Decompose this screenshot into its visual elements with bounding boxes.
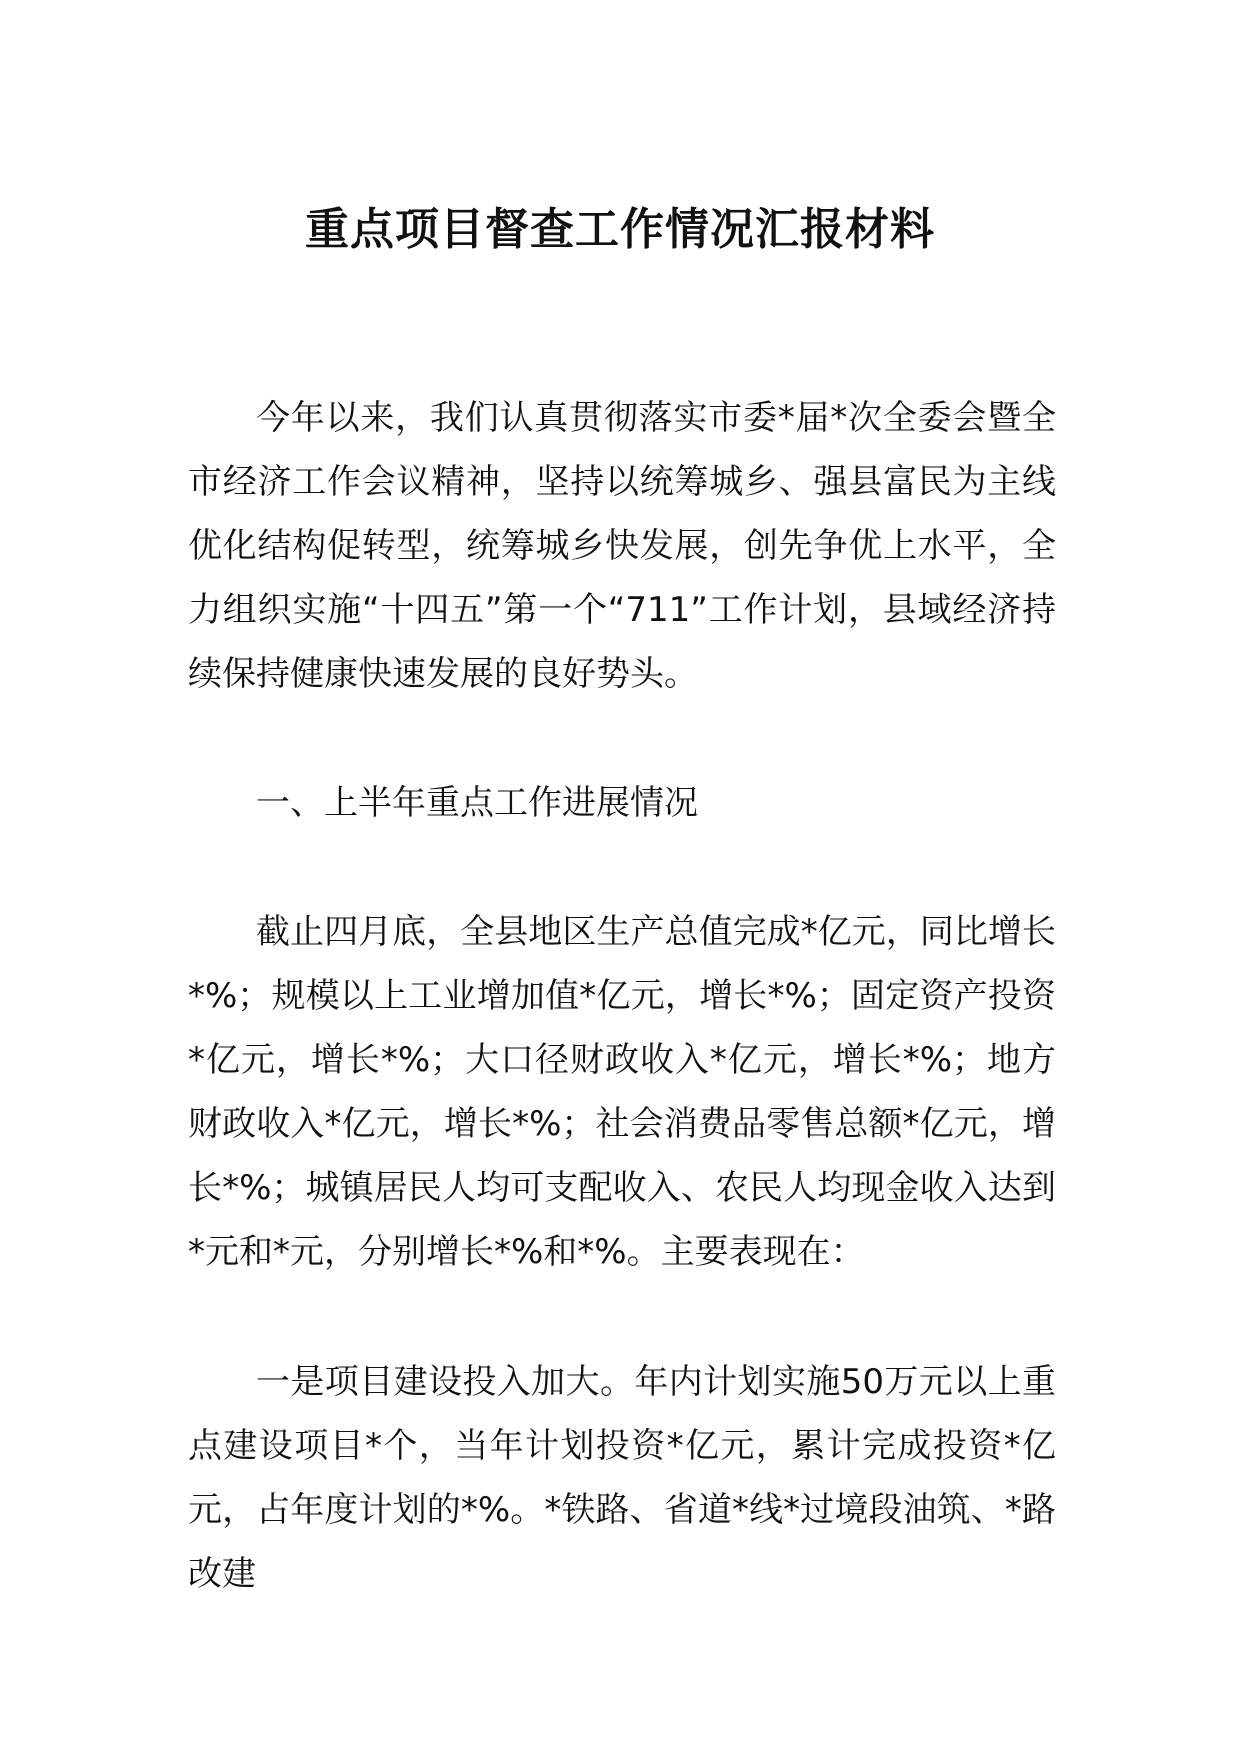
intro-paragraph-text: 今年以来，我们认真贯彻落实市委*届*次全委会暨全市经济工作会议精神，坚持以统筹城乡、强县富民为主线优化结构促转型，统筹城乡快发展，创先争优上水平，全力组织实施“十四五”第一个“711”工作计划，县域经济持续保持健康快速发展的良好势头。	[188, 398, 1056, 694]
first-point-paragraph-text: 一是项目建设投入加大。年内计划实施50万元以上重点建设项目*个，当年计划投资*亿元，累计完成投资*亿元，占年度计划的*%。*铁路、省道*线*过境段油筑、*路改建	[188, 1362, 1056, 1594]
section-heading-text: 一、上半年重点工作进展情况	[256, 783, 698, 823]
statistics-paragraph-text: 截止四月底，全县地区生产总值完成*亿元，同比增长*%；规模以上工业增加值*亿元，增长*%；固定资产投资*亿元，增长*%；大口径财政收入*亿元，增长*%；地方财政收入*亿元，增长*%；社会消费品零售总额*亿元，增长*%；城镇居民人均可支配收入、农民人均现金收入达到*元和*元，分别增长*%和*%。主要表现在：	[188, 912, 1056, 1272]
first-point-paragraph	[188, 1350, 1056, 1606]
document-title: 重点项目督查工作情况汇报材料	[305, 204, 935, 255]
intro-paragraph	[188, 386, 1056, 706]
section-heading	[188, 771, 1056, 835]
statistics-paragraph	[188, 900, 1056, 1284]
